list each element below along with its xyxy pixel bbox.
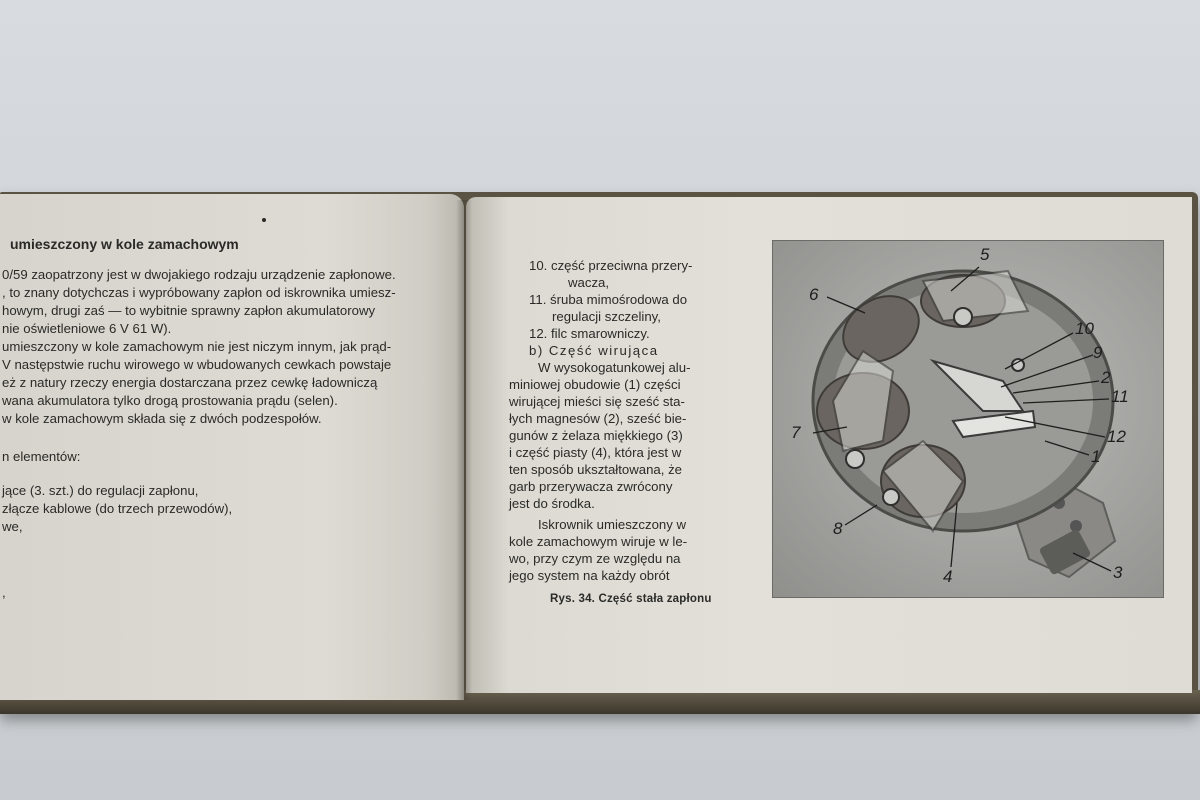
left-line: V następstwie ruchu wirowego w wbudowanych cewkach powstaje — [2, 357, 392, 372]
right-line: regulacji szczeliny, — [552, 309, 661, 324]
ink-dot — [262, 218, 266, 222]
left-line: , to znany dotychczas i wypróbowany zapłon od iskrownika umiesz- — [2, 285, 396, 300]
left-line: nie oświetleniowe 6 V 61 W). — [2, 321, 172, 336]
callout-label: 8 — [833, 519, 843, 538]
right-line: wo, przy czym ze względu na — [509, 551, 681, 566]
figure-caption: Rys. 34. Część stała zapłonu — [550, 593, 712, 605]
left-line: w kole zamachowym składa się z dwóch podzespołów. — [2, 411, 322, 426]
left-line: we, — [2, 519, 23, 534]
callout-label: 6 — [809, 285, 819, 304]
right-line: W wysokogatunkowej alu- — [538, 360, 691, 375]
callout-label: 7 — [791, 423, 801, 442]
callout-label: 11 — [1111, 387, 1129, 406]
right-line: ten sposób ukształtowana, że — [509, 462, 683, 477]
left-line: eż z natury rzeczy energia dostarczana przez cewkę ładowniczą — [2, 375, 378, 390]
left-line: howym, drugi zaś — to wybitnie sprawny zapłon akumulatorowy — [2, 303, 376, 318]
left-line: jące (3. szt.) do regulacji zapłonu, — [2, 483, 199, 498]
callout-label: 9 — [1093, 343, 1103, 362]
right-line: 12. filc smarowniczy. — [529, 326, 650, 341]
right-line: i część piasty (4), która jest w — [509, 445, 682, 460]
left-line: złącze kablowe (do trzech przewodów), — [2, 501, 233, 516]
callout-label: 12 — [1107, 427, 1126, 446]
right-line: gunów z żelaza miękkiego (3) — [509, 428, 683, 443]
right-line: Iskrownik umieszczony w — [538, 517, 687, 532]
ignition-figure — [772, 240, 1164, 598]
right-line: 11. śruba mimośrodowa do — [529, 292, 688, 307]
left-line: 0/59 zaopatrzony jest w dwojakiego rodzaju urządzenie zapłonowe. — [2, 267, 396, 282]
callout-label: 4 — [943, 567, 953, 586]
left-page — [0, 194, 464, 700]
right-line: miniowej obudowie (1) części — [509, 377, 681, 392]
callout-label: 2 — [1101, 368, 1111, 387]
left-line: umieszczony w kole zamachowym nie jest niczym innym, jak prąd- — [2, 339, 392, 354]
callout-label: 3 — [1113, 563, 1123, 582]
right-line: waczа, — [568, 275, 610, 290]
left-line: , — [2, 585, 6, 600]
right-line: wirującej mieści się sześć sta- — [509, 394, 685, 409]
right-line: jest do środka. — [509, 496, 595, 511]
left-line: n elementów: — [2, 449, 81, 464]
right-line: garb przerywacza zwrócony — [509, 479, 673, 494]
right-line: 10. część przeciwna przery- — [529, 258, 693, 273]
callout-label: 10 — [1075, 319, 1094, 338]
right-line: łych magnesów (2), sześć bie- — [509, 411, 687, 426]
left-heading: umieszczony w kole zamachowym — [10, 236, 239, 252]
book-gutter — [456, 200, 472, 700]
callout-label: 1 — [1091, 447, 1101, 466]
callout-label: 5 — [980, 245, 990, 264]
left-line: wana akumulatora tylko drogą prostowania prądu (selen). — [2, 393, 338, 408]
right-line: kole zamachowym wiruje w le- — [509, 534, 688, 549]
ignition-drawing — [773, 241, 1163, 597]
right-line: jego system na każdy obrót — [509, 568, 670, 583]
right-line: b) Część wirująca — [529, 343, 659, 358]
